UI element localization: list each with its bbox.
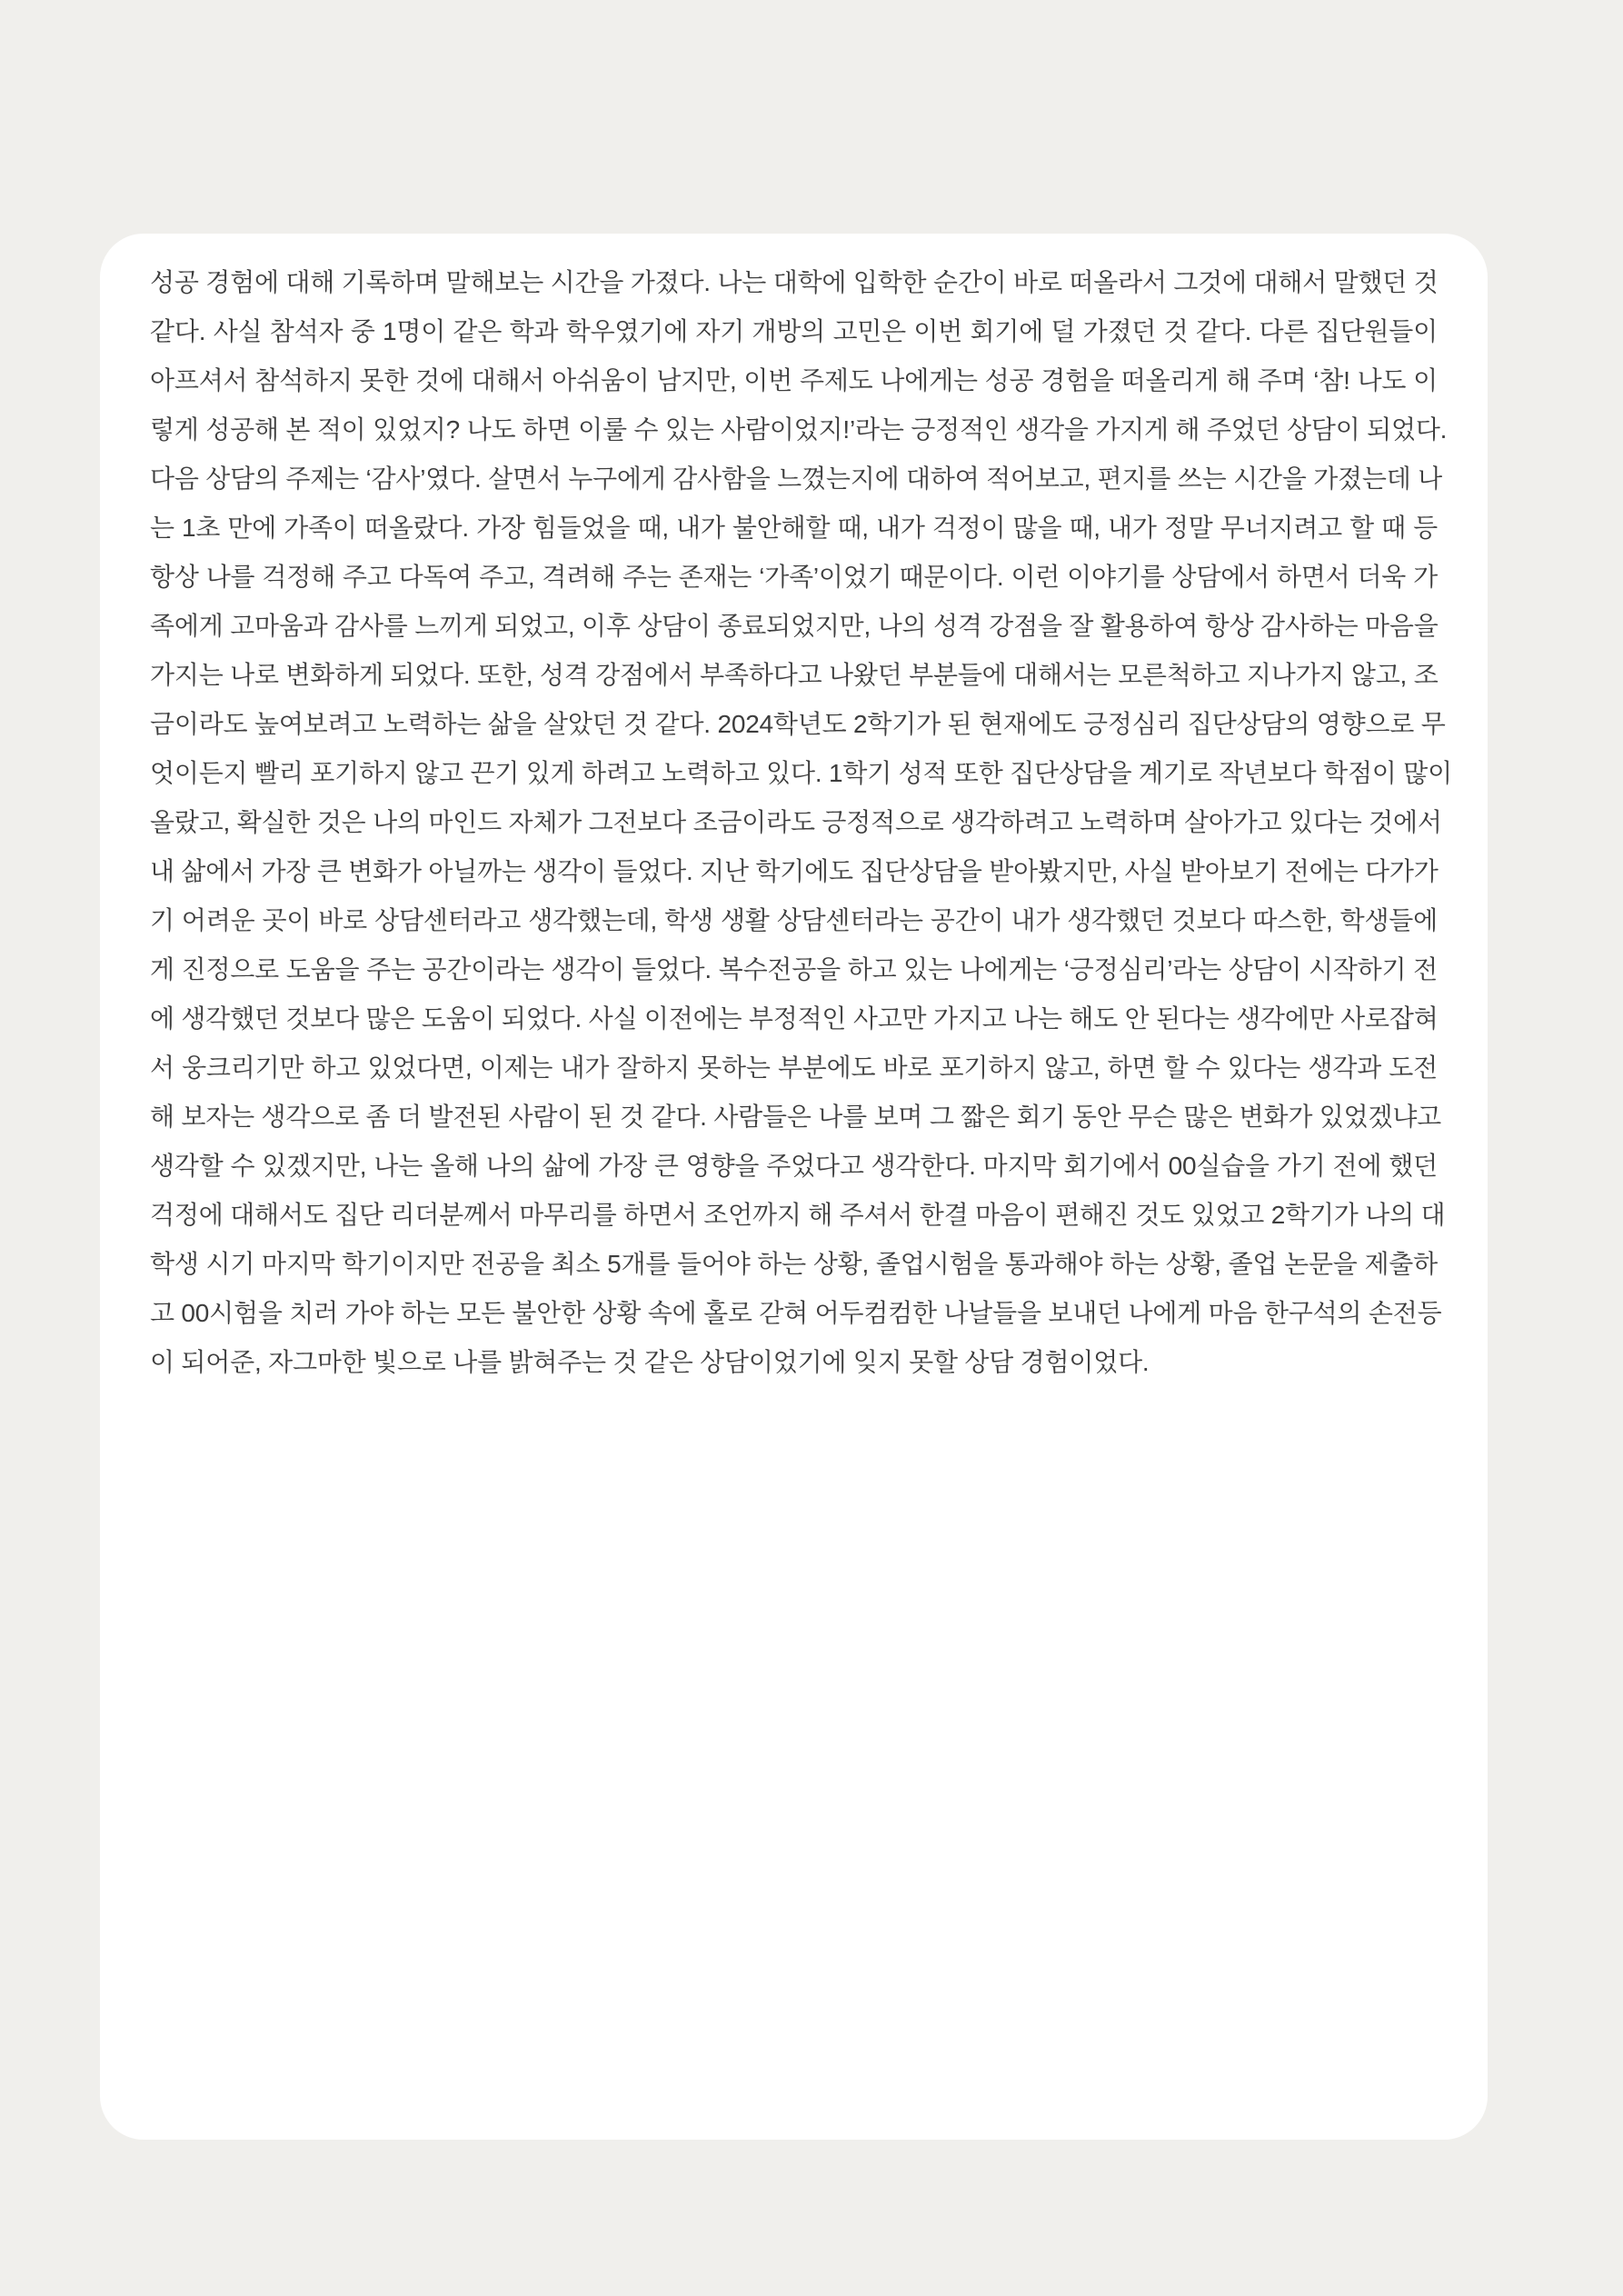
document-card (100, 234, 1488, 2140)
text-line: 걱정에 대해서도 집단 리더분께서 마무리를 하면서 조언까지 해 주셔서 한결 마음이 편해진 것도 있었고 2학기가 나의 대 (150, 1201, 1446, 1229)
text-line: 가지는 나로 변화하게 되었다. 또한, 성격 강점에서 부족하다고 나왔던 부분들에 대해서는 모른척하고 지나가지 않고, 조 (150, 661, 1439, 689)
text-line: 서 웅크리기만 하고 있었다면, 이제는 내가 잘하지 못하는 부분에도 바로 포기하지 않고, 하면 할 수 있다는 생각과 도전 (150, 1053, 1438, 1082)
text-line: 다음 상담의 주제는 ‘감사’였다. 살면서 누구에게 감사함을 느꼈는지에 대하여 적어보고, 편지를 쓰는 시간을 가졌는데 나 (150, 464, 1443, 493)
text-line: 이 되어준, 자그마한 빛으로 나를 밝혀주는 것 같은 상담이었기에 잊지 못할 상담 경험이었다. (150, 1348, 1150, 1376)
text-line: 고 00시험을 치러 가야 하는 모든 불안한 상황 속에 홀로 갇혀 어두컴컴한 나날들을 보내던 나에게 마음 한구석의 손전등 (150, 1299, 1442, 1327)
text-line: 는 1초 만에 가족이 떠올랐다. 가장 힘들었을 때, 내가 불안해할 때, 내가 걱정이 많을 때, 내가 정말 무너지려고 할 때 등 (150, 514, 1438, 542)
text-line: 성공 경험에 대해 기록하며 말해보는 시간을 가졌다. 나는 대학에 입학한 순간이 바로 떠올라서 그것에 대해서 말했던 것 (150, 268, 1439, 296)
text-line: 내 삶에서 가장 큰 변화가 아닐까는 생각이 들었다. 지난 학기에도 집단상담을 받아봤지만, 사실 받아보기 전에는 다가가 (150, 857, 1439, 885)
text-line: 금이라도 높여보려고 노력하는 삶을 살았던 것 같다. 2024학년도 2학기가 된 현재에도 긍정심리 집단상담의 영향으로 무 (150, 710, 1446, 738)
text-line: 족에게 고마움과 감사를 느끼게 되었고, 이후 상담이 종료되었지만, 나의 성격 강점을 잘 활용하여 항상 감사하는 마음을 (150, 612, 1439, 640)
text-line: 항상 나를 걱정해 주고 다독여 주고, 격려해 주는 존재는 ‘가족’이었기 때문이다. 이런 이야기를 상담에서 하면서 더욱 가 (150, 563, 1438, 591)
text-line: 렇게 성공해 본 적이 있었지? 나도 하면 이룰 수 있는 사람이었지!’라는 긍정적인 생각을 가지게 해 주었던 상담이 되었다. (150, 415, 1448, 444)
text-line: 엇이든지 빨리 포기하지 않고 끈기 있게 하려고 노력하고 있다. 1학기 성적 또한 집단상담을 계기로 작년보다 학점이 많이 (150, 759, 1452, 787)
text-line: 생각할 수 있겠지만, 나는 올해 나의 삶에 가장 큰 영향을 주었다고 생각한다. 마지막 회기에서 00실습을 가기 전에 했던 (150, 1152, 1438, 1180)
text-line: 올랐고, 확실한 것은 나의 마인드 자체가 그전보다 조금이라도 긍정적으로 생각하려고 노력하며 살아가고 있다는 것에서 (150, 808, 1442, 836)
text-line: 해 보자는 생각으로 좀 더 발전된 사람이 된 것 같다. 사람들은 나를 보며 그 짧은 회기 동안 무슨 많은 변화가 있었겠냐고 (150, 1103, 1442, 1131)
text-line: 에 생각했던 것보다 많은 도움이 되었다. 사실 이전에는 부정적인 사고만 가지고 나는 해도 안 된다는 생각에만 사로잡혀 (150, 1004, 1439, 1033)
text-line: 아프셔서 참석하지 못한 것에 대해서 아쉬움이 남지만, 이번 주제도 나에게는 성공 경험을 떠올리게 해 주며 ‘참! 나도 이 (150, 366, 1438, 394)
text-line: 학생 시기 마지막 학기이지만 전공을 최소 5개를 들어야 하는 상황, 졸업시험을 통과해야 하는 상황, 졸업 논문을 제출하 (150, 1250, 1438, 1278)
text-line: 게 진정으로 도움을 주는 공간이라는 생각이 들었다. 복수전공을 하고 있는 나에게는 ‘긍정심리’라는 상담이 시작하기 전 (150, 955, 1438, 983)
essay-text (100, 234, 1488, 1412)
text-line: 같다. 사실 참석자 중 1명이 같은 학과 학우였기에 자기 개방의 고민은 이번 회기에 덜 가졌던 것 같다. 다른 집단원들이 (150, 317, 1438, 345)
text-line: 기 어려운 곳이 바로 상담센터라고 생각했는데, 학생 생활 상담센터라는 공간이 내가 생각했던 것보다 따스한, 학생들에 (150, 906, 1438, 934)
